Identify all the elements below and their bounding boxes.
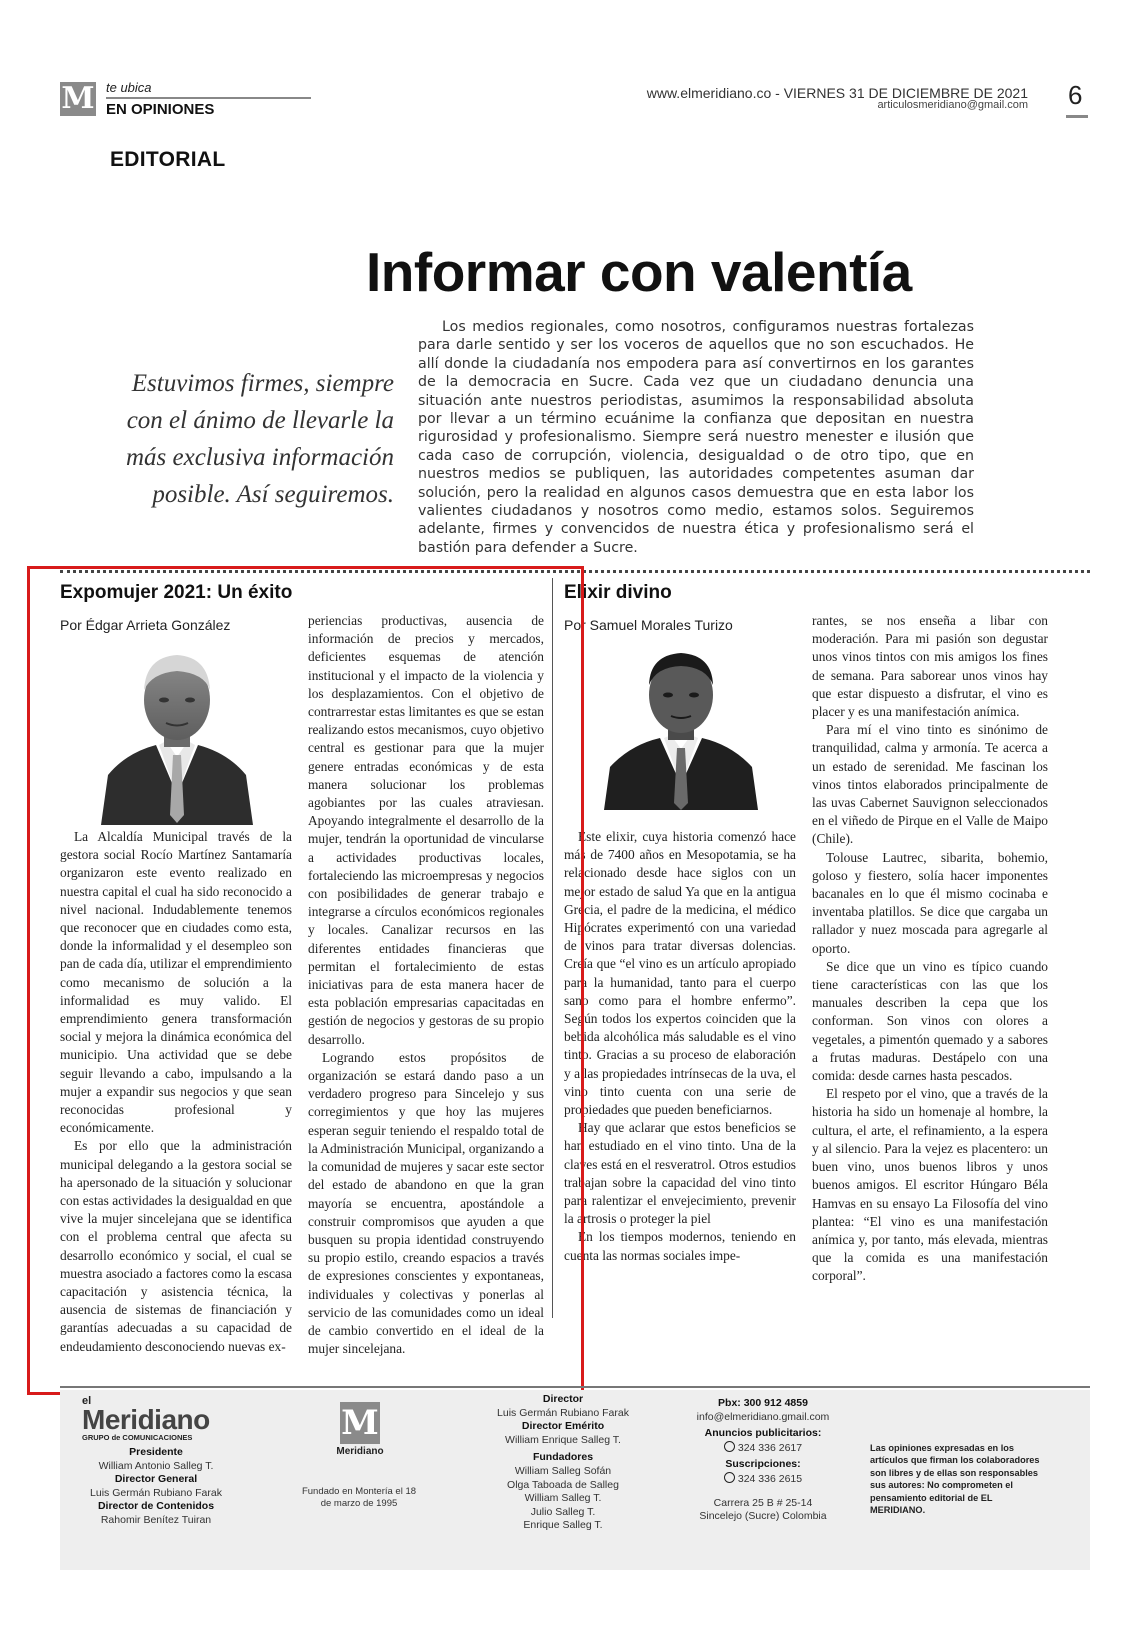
anuncios-number: 324 336 2617 (737, 1441, 803, 1454)
anuncios-phone[interactable] (678, 1441, 848, 1456)
brand-el: el (82, 1395, 92, 1407)
article2-column2 (812, 612, 1048, 1286)
suscripciones-number: 324 336 2615 (737, 1472, 803, 1485)
header-email: articulosmeridiano@gmail.com (877, 99, 1028, 111)
pull-quote: Estuvimos firmes, siempre con el ánimo de llevarle la más exclusiva información posible. Así seguiremos. (125, 370, 394, 508)
suscripciones-label: Suscripciones: (725, 1458, 801, 1471)
contact-email: info@elmeridiano.gmail.com (696, 1410, 830, 1423)
pbx: Pbx: 300 912 4859 (718, 1397, 808, 1409)
article1-column1 (60, 828, 292, 1356)
footer-rule (60, 1386, 1090, 1388)
whatsapp-icon (724, 1472, 735, 1483)
suscripciones-phone[interactable] (678, 1472, 848, 1487)
article1-title: Expomujer 2021: Un éxito (60, 582, 293, 603)
fundador: Olga Taboada de Salleg (507, 1478, 619, 1491)
article2-paragraph: Hay que aclarar que estos beneficios se han estudiado en el vino tinto. Una de la claves está en el resveratrol. Otros estudios trabajan sobre la capacidad del vino tinto para ralentizar el envejecimiento, prevenir la artrosis o proteger la piel (564, 1120, 796, 1227)
director-general-label: Director General (114, 1473, 198, 1486)
footer-directors (478, 1393, 648, 1533)
brand-subtitle: GRUPO de COMUNICACIONES (82, 1433, 193, 1442)
article1-paragraph: periencias productivas, ausencia de información de precios y mercados, deficientes esquemas de atención institucional y el impacto de la violencia y los desplazamientos. Con el objetivo de contrarrestar estas limitantes es que se estan realizando estos mecanismos, cuyo objetivo central es gestionar para que la mujer genere entradas económicas y de esta manera solucionar los problemas agobiantes por las cuales atraviesan. Apoyando integralmente el desarrollo de la mujer, tendrán la oportunidad de vincularse a actividades productivas locales, fortaleciendo las microempresas y negocios con posibilidades de generar trabajo e integrarse a círculos económicos regionales y locales. Canalizar recursos en las diferentes entidades financieras que permitan el fortalecimiento de estas iniciativas para de esta manera hacer de esta población empresarias capacitadas en gestión de negocios y gestoras de su propio desarrollo. (308, 613, 544, 1047)
page-number: 6 (1068, 80, 1083, 110)
editorial-body (418, 318, 974, 557)
article2-paragraph: rantes, se nos enseña a libar con moderación. Para mi pasión son degustar unos vinos tintos con mis amigos los fines de semana. Para saborear unos vinos hay que estar dispuesto a disfrutar, el vino es placer y es una manifestación anímica. (812, 613, 1048, 720)
fundador: Julio Salleg T. (530, 1505, 596, 1518)
editorial-paragraph: Los medios regionales, como nosotros, configuramos nuestras fortalezas para darle sentido y ser los voceros de aquellos que no son escuchados. He allí donde la ciudadanía nos empodera para así convertirnos en los garantes de la democracia en Sucre. Cada vez que un ciudadano denuncia una situación ante nuestros periodistas, asumimos la responsabilidad absoluta por llevar a un término ecuánime la confianza que depositan en nuestra rigurosidad y profesionalismo. Siempre será nuestro menester e ilusión que cada caso de corrupción, violencia, desigualdad o de otro tipo, que en nuestros medios se publiquen, las autoridades competentes asuman dar solución, pero la realidad en algunos casos demuestra que en esta labor los valientes ciudadanos y nosotros como medio, estamos solos. Seguiremos adelante, firmes y convencidos de nuestra ética y profesionalismo será el bastión para defender a Sucre. (418, 319, 974, 556)
presidente: William Antonio Salleg T. (98, 1459, 214, 1472)
article1-paragraph: La Alcaldía Municipal través de la gestora social Rocío Martínez Santamaría organizaron este evento realizado en nuestra capital el cual ha sido reconocido a nivel nacional. Indudablemente tenemos que reconocer que en ciudades como esta, donde la informalidad y el desempleo son pan de cada día, utilizar el emprendimiento como mecanismo de solución a la informalidad es muy valido. El emprendimiento genera transformación social y mejora la dinámica económica del municipio. Una actividad que se debe seguir llevando a cabo, impulsando a la mujer a expandir sus negocios y que sean reconocidas profesional y económicamente. (60, 829, 292, 1136)
fundador: Enrique Salleg T. (523, 1519, 603, 1532)
footer-logo-name: Meridiano (336, 1446, 384, 1457)
article1-column2 (308, 612, 544, 1358)
author-photo-samuel (600, 645, 762, 810)
article2-title: Elixir divino (564, 582, 672, 603)
article2-paragraph: El respeto por el vino, que a través de la historia ha sido un homenaje al hombre, la cultura, el arte, el refinamiento, a la espera y al silencio. Para la vejez es placentero: un buen vino, unos buenos libros y unos buenos amigos. El escritor Húngaro Béla Hamvas en su ensayo La Filosofía del vino plantea: “El vino es una manifestación anímica y, por tanto, más elevada, mientras que la comida es una manifestación corporal”. (812, 1086, 1048, 1284)
footer-contact (678, 1397, 848, 1524)
director: Luis Germán Rubiano Farak (497, 1406, 629, 1419)
author-photo-edgar (96, 645, 258, 825)
address: Carrera 25 B # 25-14 (713, 1496, 813, 1509)
director-emerito-label: Director Emérito (521, 1420, 605, 1433)
director-general: Luis Germán Rubiano Farak (90, 1486, 222, 1499)
meridiano-logo: M (61, 81, 95, 116)
director-contenidos-label: Director de Contenidos (97, 1500, 215, 1513)
footer-logo-mark: M (341, 1403, 379, 1443)
director-emerito: William Enrique Salleg T. (505, 1433, 621, 1446)
footer-logo (330, 1402, 390, 1457)
article2-paragraph: En los tiempos modernos, teniendo en cuenta las normas sociales impe- (564, 1229, 796, 1263)
brand-name: Meridiano (82, 1404, 210, 1435)
footer-executives (66, 1446, 246, 1528)
article2-paragraph: Para mí el vino tinto es sinónimo de tranquilidad, calma y armonía. Te acerca a un estado de serenidad. Me fascinan los vinos tintos elaborados principalmente de las uvas Cabernet Sauvignon seleccionados en el viñedo de Pirque en el Valle de Maipo (Chile). (812, 722, 1048, 847)
article2-paragraph: Se dice que un vino es típico cuando tiene características con las que los manuales describen la cepa que los conforman. Son vinos con olores a vegetales, a pimentón quemado y a sabores a frutas maduras. Destápelo con una comida: desde carnes hasta pescados. (812, 958, 1048, 1084)
article2-byline: Por Samuel Morales Turizo (564, 617, 733, 633)
anuncios-label: Anuncios publicitarios: (704, 1427, 822, 1440)
director-label: Director (542, 1393, 584, 1405)
disclaimer: Las opiniones expresadas en los artículos que firman los colaboradores son libres y de ellas son responsables sus autores: No comprometen el pensamiento editorial de EL MERIDIANO. (870, 1443, 1040, 1516)
tagline: te ubica (106, 80, 152, 95)
article1-paragraph: Es por ello que la administración municipal delegando a la gestora social se ha apersonado de la situación y solucionar con estas actividades la desigualdad en que vive la mujer sincelejana que se identifica con el problema central que afecta su desarrollo económico y social, el cual se muestra asociado a factores como la escasa capacitación y asistencia técnica, la ausencia de sistemas de financiación y garantías adecuadas a su capacidad de endeudamiento desconociendo nuevas ex- (60, 1138, 292, 1354)
footer-brand (82, 1395, 232, 1442)
column-divider (552, 578, 553, 1318)
article2-paragraph: Tolouse Lautrec, sibarita, bohemio, goloso y fiestero, solía hacer imponentes bacanales en lo que él mismo cocinaba e inventaba platillos. Se dice que cargaba un rallador y nuez moscada para agregarle al oporto. (812, 849, 1048, 956)
article1-byline: Por Édgar Arrieta González (60, 617, 231, 633)
editorial-label: EDITORIAL (110, 148, 226, 171)
city: Sincelejo (Sucre) Colombia (699, 1510, 827, 1523)
article1-paragraph: Logrando estos propósitos de organización se estará dando paso a un verdadero progreso para Sincelejo y sus corregimientos y que hoy las mujeres esperan seguir teniendo el respaldo total de la Administración Municipal, organizando a la comunidad de mujeres y sacar este sector del estado de abandono en que la gran mayoría se encuentra, apostándole a construir compromisos que ayuden a que busquen su propia identidad construyendo su propio estilo, creando espacios a través de expresiones conscientes y expontaneas, individuales y colectivas y ponerlas al servicio de las comunidades como un ideal de cambio convertido en el ideal de la mujer sincelejana. (308, 1049, 544, 1357)
founded-note: Fundado en Montería el 18 de marzo de 1995 (301, 1486, 417, 1509)
header-info (647, 85, 1028, 111)
whatsapp-icon (724, 1441, 735, 1452)
fundador: William Salleg Sofán (514, 1464, 612, 1477)
header-date: www.elmeridiano.co - VIERNES 31 DE DICIEMBRE DE 2021 (646, 85, 1028, 101)
presidente-label: Presidente (129, 1446, 183, 1458)
section-name: EN OPINIONES (106, 101, 215, 118)
fundadores-label: Fundadores (532, 1451, 594, 1464)
article2-column1 (564, 828, 796, 1265)
fundador: William Salleg T. (524, 1492, 602, 1505)
editorial-headline: Informar con valentía (366, 241, 912, 303)
page-number-rule (1066, 115, 1088, 118)
section-divider (60, 570, 1090, 573)
director-contenidos: Rahomir Benítez Tuiran (100, 1513, 212, 1526)
article2-paragraph: Este elixir, cuya historia comenzó hace más de 7400 años en Mesopotamia, se ha relacionado desde hace siglos con un mejor estado de salud Ya que en la antigua Grecia, el padre de la medicina, el médico Hipócrates experimentó con una variedad de vinos para tratar diversas dolencias. Creía que “el vino es un artículo apropiado para la humanidad, tanto para el cuerpo sano como para el hombre enfermo”. Según todos los expertos coinciden que la bebida alcohólica más saludable es el vino tinto. Gracias a su proceso de elaboración y a las propiedades intrínsecas de la uva, el vino tinto cuenta con una serie de propiedades que pueden beneficiarnos. (564, 829, 796, 1118)
section-rule (106, 97, 311, 99)
